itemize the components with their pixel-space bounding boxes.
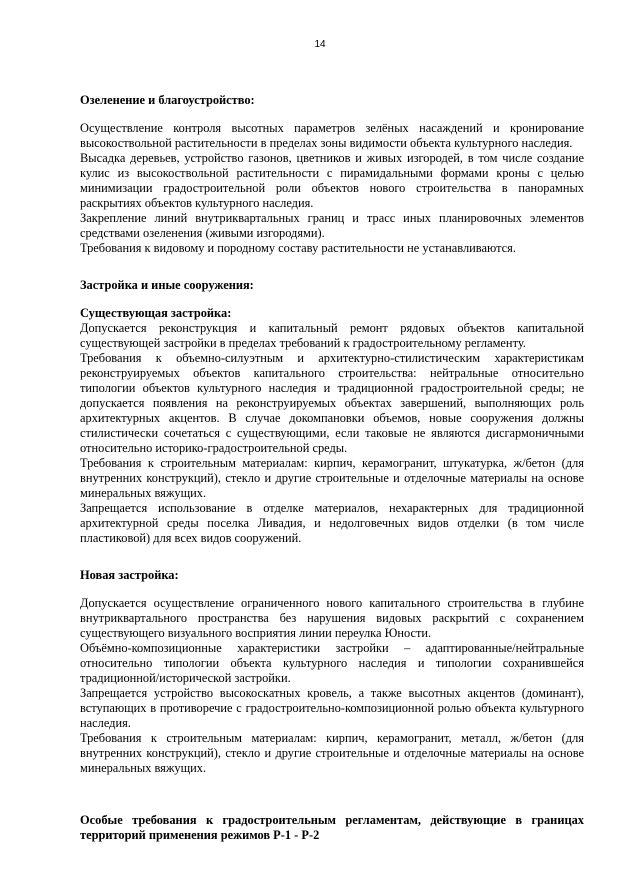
greening-paragraph-4: Требования к видовому и породному составу растительности не устанавливаются. (80, 241, 516, 255)
page-content (80, 93, 584, 843)
greening-paragraph-2: Высадка деревьев, устройство газонов, цветников и живых изгородей, в том числе создание кулис из высокоствольной растительности с пирамидальными формами кроны с целью минимизации градостроительной роли объектов нового строительства в панорамных раскрытиях объектов культурного наследия. (80, 151, 584, 210)
greening-paragraph-3: Закрепление линий внутриквартальных границ и трасс иных планировочных элементов средствами озеленения (живыми изгородями). (80, 211, 584, 240)
greening-paragraph-1: Осуществление контроля высотных параметров зелёных насаждений и кронирование высокоствольной растительности в пределах зоны видимости объекта культурного наследия. (80, 121, 584, 150)
buildings-paragraph-3: Требования к строительным материалам: кирпич, керамогранит, штукатурка, ж/бетон (для внутренних конструкций), стекло и другие строительные и отделочные материалы на основе минеральных вяжущих. (80, 456, 584, 500)
buildings-heading: Застройка и иные сооружения: (80, 278, 254, 292)
new-buildings-paragraph-1: Допускается осуществление ограниченного нового капитального строительства в глубине внутриквартального пространства без нарушения видовых раскрытий с сохранением существующего визуального восприятия линии переулка Юности. (80, 596, 584, 640)
buildings-paragraph-2: Требования к объемно-силуэтным и архитектурно-стилистическим характеристикам реконструируемых объектов капитального строительства: нейтральные относительно типологии объектов культурного наследия и традиционной градостроительной среды; не допускается появления на реконструируемых объектах завершений, выполняющих роль архитектурных акцентов. В случае докомпановки объемов, новые сооружения должны стилистически сочетаться с существующими, если таковые не являются дисгармоничными относительно историко-градостроительной среды. (80, 351, 584, 455)
page-number: 14 (314, 39, 326, 50)
existing-buildings-heading: Существующая застройка: (80, 306, 232, 320)
new-buildings-paragraph-3: Запрещается устройство высокоскатных кровель, а также высотных акцентов (доминант), вступающих в противоречие с градостроительно-композиционной ролью объекта культурного наследия. (80, 686, 584, 730)
new-buildings-paragraph-4: Требования к строительным материалам: кирпич, керамогранит, металл, ж/бетон (для внутренних конструкций), стекло и другие строительные и отделочные материалы на основе минеральных вяжущих. (80, 731, 584, 775)
special-requirements-heading: Особые требования к градостроительным регламентам, действующие в границах территорий применения режимов Р-1 - Р-2 (80, 813, 584, 842)
new-buildings-heading: Новая застройка: (80, 568, 179, 582)
buildings-paragraph-1: Допускается реконструкция и капитальный ремонт рядовых объектов капитальной существующей застройки в пределах требований к градостроительному регламенту. (80, 321, 584, 350)
new-buildings-paragraph-2: Объёмно-композиционные характеристики застройки – адаптированные/нейтральные относительно типологии объекта культурного наследия и типологии сохранившейся традиционной/исторической застройки. (80, 641, 584, 685)
greening-heading: Озеленение и благоустройство: (80, 93, 255, 107)
buildings-paragraph-4: Запрещается использование в отделке материалов, нехарактерных для традиционной архитектурной среды поселка Ливадия, и недолговечных видов отделки (в том числе пластиковой) для всех видов сооружений. (80, 501, 584, 545)
